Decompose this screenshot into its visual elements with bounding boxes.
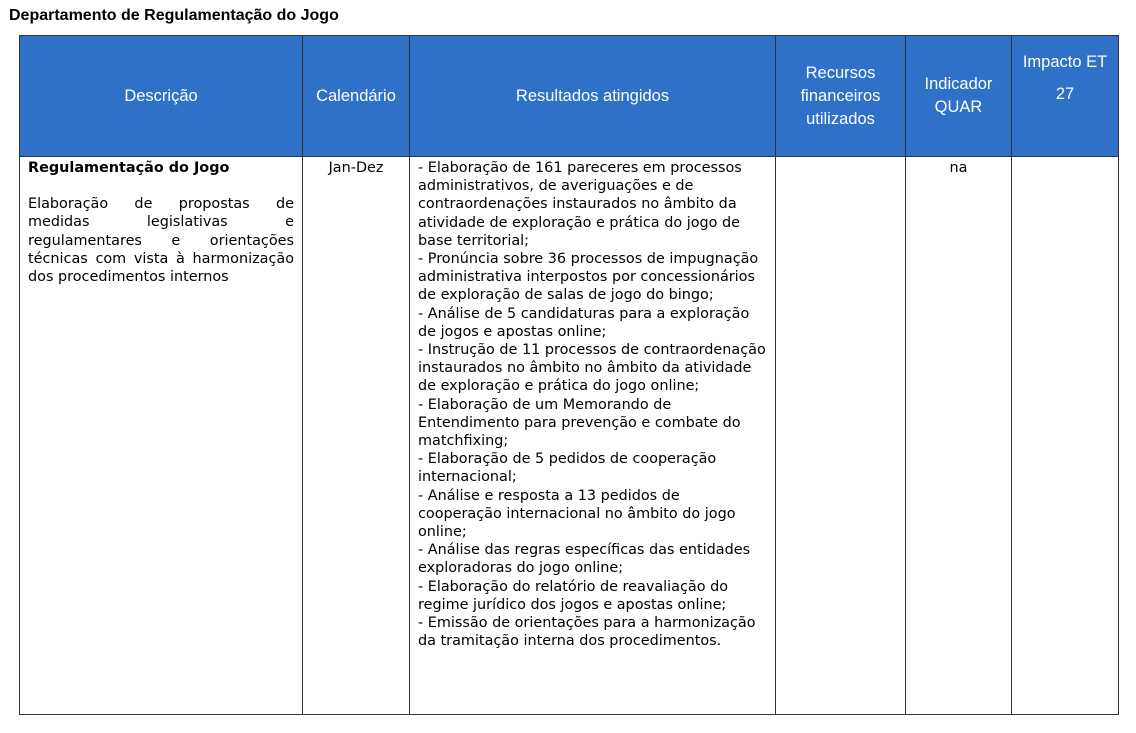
result-item: - Elaboração do relatório de reavaliação do regime jurídico dos jogos e apostas online;: [418, 578, 729, 613]
result-item: - Instrução de 11 processos de contraordenação instaurados no âmbito no âmbito da atividade de exploração e prática do jogo online;: [418, 342, 766, 395]
result-item: - Análise das regras específicas das entidades exploradoras do jogo online;: [418, 542, 751, 577]
indicador-cell: na: [906, 157, 1012, 715]
result-item: - Análise e resposta a 13 pedidos de cooperação internacional no âmbito do jogo online;: [418, 487, 736, 541]
result-item: - Elaboração de 161 pareceres em processos administrativos, de averiguações e de contraordenações instaurados no âmbito da atividade de exploração e prática do jogo de base territorial;: [418, 160, 742, 249]
header-resultados: Resultados atingidos: [410, 36, 776, 157]
recursos-cell: [776, 157, 906, 715]
activity-title: Regulamentação do Jogo: [28, 160, 230, 176]
impacto-cell: [1012, 157, 1119, 715]
table-row: [20, 157, 1119, 715]
result-item: - Elaboração de um Memorando de Entendimento para prevenção e combate do matchfixing;: [418, 396, 741, 450]
table-header-row: [20, 36, 1119, 157]
result-item: - Emissão de orientações para a harmonização da tramitação interna dos procedimentos.: [418, 615, 756, 650]
header-indicador: Indicador QUAR: [906, 36, 1012, 157]
activity-description: Elaboração de propostas de medidas legislativas e regulamentares e orientações técnicas com vista à harmonização dos procedimentos internos: [28, 196, 294, 286]
header-descricao: Descrição: [20, 36, 303, 157]
activity-table: [19, 35, 1119, 715]
calendario-cell: Jan-Dez: [303, 157, 410, 715]
resultados-cell: [410, 157, 776, 715]
result-item: - Análise de 5 candidaturas para a exploração de jogos e apostas online;: [418, 305, 750, 340]
result-item: - Pronúncia sobre 36 processos de impugnação administrativa interpostos por concessionários de exploração de salas de jogo do bingo;: [418, 251, 759, 304]
page-title: Departamento de Regulamentação do Jogo: [9, 7, 339, 24]
header-impacto: Impacto ET 27: [1012, 36, 1119, 157]
result-item: - Elaboração de 5 pedidos de cooperação internacional;: [418, 451, 717, 486]
header-recursos: Recursos financeiros utilizados: [776, 36, 906, 157]
descricao-cell: [20, 157, 303, 715]
header-calendario: Calendário: [303, 36, 410, 157]
